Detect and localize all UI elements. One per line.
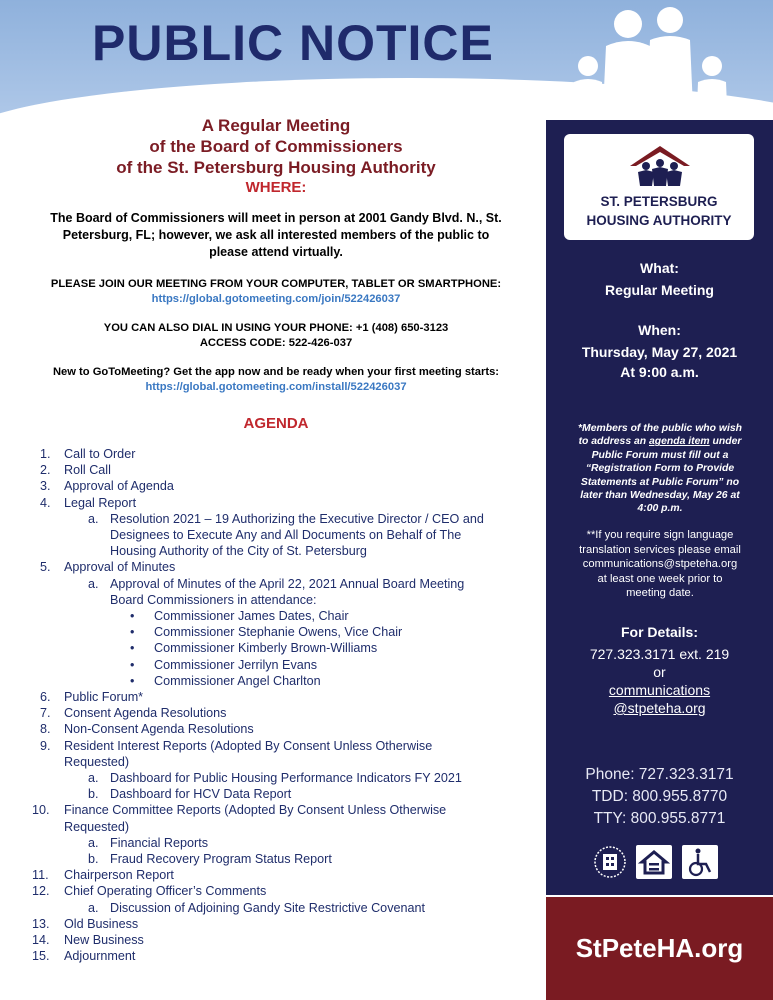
family-silhouette-icon — [566, 6, 736, 131]
join-heading: PLEASE JOIN OUR MEETING FROM YOUR COMPUTER, TABLET OR SMARTPHONE: — [50, 278, 502, 290]
hud-seal-icon — [595, 847, 625, 877]
agenda-item — [22, 721, 530, 737]
meeting-title-line-2: of the Board of Commissioners — [149, 137, 403, 156]
details-email-2[interactable]: @stpeteha.org — [613, 700, 706, 716]
agenda-label: AGENDA — [243, 415, 309, 432]
main-content — [22, 115, 530, 965]
agenda-number: 5. — [40, 560, 51, 575]
agenda-subitem — [22, 543, 530, 559]
agenda-text: Housing Authority of the City of St. Petersburg — [110, 544, 367, 559]
new-to-gotomeeting: New to GoToMeeting? Get the app now and be ready when your first meeting starts: — [52, 366, 500, 378]
agenda-text: Discussion of Adjoining Gandy Site Restrictive Covenant — [110, 900, 426, 915]
agenda-subitem — [22, 835, 530, 851]
agenda-item — [22, 478, 530, 494]
agenda-text: Old Business — [64, 916, 139, 931]
agenda-number: • — [130, 641, 135, 656]
agenda-number: a. — [88, 771, 99, 786]
agenda-text: Chief Operating Officer’s Comments — [64, 884, 267, 899]
agenda-number: 1. — [40, 447, 51, 461]
access-code: ACCESS CODE: 522-426-037 — [199, 337, 353, 349]
agenda-item — [22, 754, 530, 770]
agenda-number: 8. — [40, 722, 51, 737]
agenda-number: 12. — [32, 884, 50, 899]
agenda-subitem — [22, 592, 530, 608]
agenda-number: • — [130, 657, 135, 672]
agenda-item — [22, 932, 530, 948]
details-phone: 727.323.3171 ext. 219 — [589, 646, 730, 662]
agenda-subitem — [22, 770, 530, 786]
agenda-bullet — [22, 657, 530, 673]
agenda-text: Call to Order — [64, 447, 136, 461]
what-label: What: — [640, 260, 679, 276]
agenda-text: Finance Committee Reports (Adopted By Consent Unless Otherwise — [64, 803, 447, 818]
agenda-bullet — [22, 624, 530, 640]
agenda-number: 7. — [40, 706, 51, 721]
agenda-text: Board Commissioners in attendance: — [110, 592, 317, 607]
agenda-text: Commissioner Jerrilyn Evans — [154, 657, 318, 672]
agenda-number: a. — [88, 835, 99, 850]
agenda-number: • — [130, 673, 135, 688]
when-time: At 9:00 a.m. — [620, 364, 699, 380]
logo-line-2: HOUSING AUTHORITY — [586, 213, 732, 228]
details-label: For Details: — [620, 624, 698, 640]
sign-language-note: **If you require sign language translation services please email communications@stpeteha.org at least one week prior to meeting date. — [579, 529, 741, 600]
sign-email[interactable]: communications@stpeteha.org — [582, 558, 738, 571]
wheelchair-icon — [682, 845, 718, 879]
agenda-text: Approval of Agenda — [64, 479, 174, 494]
what-value: Regular Meeting — [605, 282, 714, 298]
agenda-text: Commissioner Angel Charlton — [154, 673, 321, 688]
agenda-text: Dashboard for Public Housing Performance Indicators FY 2021 — [110, 771, 462, 786]
where-label: WHERE: — [245, 179, 307, 196]
agenda-text: Requested) — [64, 754, 130, 769]
agenda-number: 14. — [32, 933, 50, 948]
agenda-text: Designees to Execute Any and All Documents on Behalf of The — [110, 528, 462, 543]
agenda-text: Commissioner James Dates, Chair — [154, 609, 349, 624]
agenda-text: Requested) — [64, 819, 130, 834]
phone-number: Phone: 727.323.3171 — [585, 766, 734, 783]
agenda-number: 6. — [40, 690, 51, 705]
where-line-2: Petersburg, FL; however, we ask all interested members of the public to — [62, 228, 490, 242]
agenda-number: 4. — [40, 495, 51, 510]
agenda-item — [22, 705, 530, 721]
agenda-number — [22, 754, 64, 770]
details-email-1[interactable]: communications — [608, 682, 711, 698]
details-or: or — [653, 664, 666, 680]
meeting-title-line-1: A Regular Meeting — [201, 116, 351, 135]
agenda-number — [88, 527, 110, 543]
agenda-subitem — [22, 900, 530, 916]
agenda-number: 9. — [40, 738, 51, 753]
dial-line: YOU CAN ALSO DIAL IN USING YOUR PHONE: +1 (408) 650-3123 — [103, 322, 449, 334]
agenda-number: a. — [88, 511, 99, 526]
agenda-item — [22, 559, 530, 575]
website-footer[interactable]: StPeteHA.org — [546, 897, 773, 1000]
agenda-subitem — [22, 851, 530, 867]
agenda-subitem — [22, 527, 530, 543]
agenda-text: Fraud Recovery Program Status Report — [110, 852, 332, 867]
agenda-text: Approval of Minutes of the April 22, 2021 Annual Board Meeting — [110, 576, 465, 591]
agenda-number: b. — [88, 787, 99, 802]
agenda-text: Adjournment — [64, 949, 136, 964]
agenda-item — [22, 462, 530, 478]
meeting-title-line-3: of the St. Petersburg Housing Authority — [116, 158, 436, 177]
agenda-subitem — [22, 786, 530, 802]
agenda-number: a. — [88, 900, 99, 915]
accessibility-icons — [592, 842, 732, 882]
agenda-item — [22, 819, 530, 835]
agenda-subitem — [22, 576, 530, 592]
agenda-text: Dashboard for HCV Data Report — [110, 787, 292, 802]
where-text — [22, 210, 530, 261]
agenda-text: Roll Call — [64, 463, 111, 478]
agenda-item — [22, 916, 530, 932]
agenda-text: Financial Reports — [110, 835, 208, 850]
agenda-item — [22, 689, 530, 705]
page-title: PUBLIC NOTICE — [92, 15, 494, 71]
agenda-list — [22, 446, 530, 965]
agenda-number: 13. — [32, 916, 50, 931]
agenda-item-link[interactable]: agenda item — [649, 436, 710, 448]
agenda-item — [22, 802, 530, 818]
agenda-number: • — [130, 625, 135, 640]
when-date: Thursday, May 27, 2021 — [581, 344, 738, 360]
agenda-text: Commissioner Stephanie Owens, Vice Chair — [154, 625, 403, 640]
agenda-item — [22, 948, 530, 964]
agenda-text: Legal Report — [64, 495, 137, 510]
where-line-1: The Board of Commissioners will meet in person at 2001 Gandy Blvd. N., St. — [50, 211, 502, 225]
public-forum-note: *Members of the public who wish to address an agenda item under Public Forum must fill out a “Registration Form to Provide Statements at Public Forum” no later than Wednesday, May 26 at 4:00 p.m. — [578, 423, 742, 515]
agenda-text: Non-Consent Agenda Resolutions — [64, 722, 254, 737]
tdd-number: TDD: 800.955.8770 — [591, 788, 728, 805]
equal-housing-icon — [636, 845, 672, 879]
sidebar — [546, 120, 773, 895]
tty-number: TTY: 800.955.8771 — [593, 810, 726, 827]
where-line-3: please attend virtually. — [209, 245, 343, 259]
house-logo-icon — [626, 142, 694, 190]
logo-line-1: ST. PETERSBURG — [600, 194, 718, 209]
agenda-number: 3. — [40, 479, 51, 494]
agenda-bullet — [22, 640, 530, 656]
agenda-item — [22, 738, 530, 754]
agenda-item — [22, 883, 530, 899]
agenda-number: 2. — [40, 463, 51, 478]
agenda-number — [88, 543, 110, 559]
agenda-subitem — [22, 511, 530, 527]
agenda-text: New Business — [64, 933, 144, 948]
agenda-number: b. — [88, 852, 99, 867]
agenda-number: 10. — [32, 803, 50, 818]
agenda-text: Resident Interest Reports (Adopted By Consent Unless Otherwise — [64, 738, 433, 753]
when-label: When: — [638, 322, 681, 338]
agenda-number — [22, 819, 64, 835]
agenda-text: Commissioner Kimberly Brown-Williams — [154, 641, 378, 656]
agenda-text: Approval of Minutes — [64, 560, 176, 575]
join-link[interactable]: https://global.gotomeeting.com/join/522426037 — [151, 293, 401, 305]
agenda-text: Chairperson Report — [64, 868, 174, 883]
agenda-number: 11. — [32, 868, 49, 883]
agenda-number — [88, 592, 110, 608]
agenda-text: Public Forum* — [64, 690, 144, 705]
agenda-text: Consent Agenda Resolutions — [64, 706, 227, 721]
agenda-number: a. — [88, 576, 99, 591]
agenda-bullet — [22, 673, 530, 689]
agenda-item — [22, 446, 530, 462]
agenda-item — [22, 495, 530, 511]
agenda-number: • — [130, 609, 135, 624]
agenda-text: Resolution 2021 – 19 Authorizing the Executive Director / CEO and — [110, 511, 484, 526]
install-link[interactable]: https://global.gotomeeting.com/install/522426037 — [145, 381, 407, 393]
agenda-bullet — [22, 608, 530, 624]
agenda-item — [22, 867, 530, 883]
spha-logo — [564, 134, 754, 240]
agenda-number: 15. — [32, 949, 50, 964]
